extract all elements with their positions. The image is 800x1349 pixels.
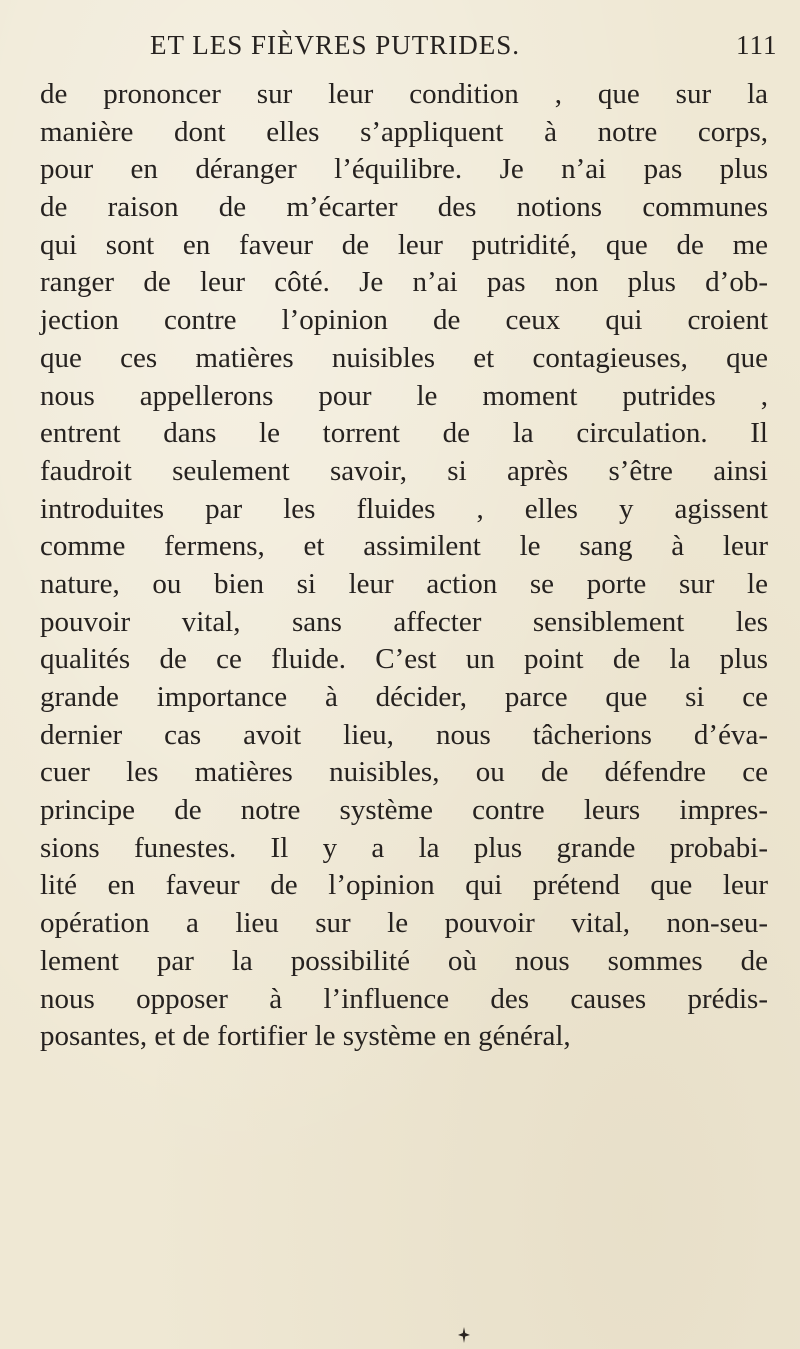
running-title: ET LES FIÈVRES PUTRIDES. bbox=[150, 30, 521, 60]
text-line: jection contre l’opinion de ceux qui croient bbox=[40, 304, 768, 337]
text-line: cuer les matières nuisibles, ou de défendre ce bbox=[40, 756, 768, 789]
text-line: nous appellerons pour le moment putrides , bbox=[40, 379, 768, 412]
text-line: pour en déranger l’équilibre. Je n’ai pas plus bbox=[40, 153, 768, 186]
text-line: manière dont elles s’appliquent à notre corps, bbox=[40, 115, 768, 148]
body-text bbox=[40, 76, 768, 1056]
text-line: de raison de m’écarter des notions communes bbox=[40, 191, 768, 224]
text-line: que ces matières nuisibles et contagieuses, que bbox=[40, 341, 768, 374]
text-line: comme fermens, et assimilent le sang à leur bbox=[40, 530, 768, 563]
text-line: opération a lieu sur le pouvoir vital, non-seu- bbox=[40, 907, 768, 940]
text-line: sions funestes. Il y a la plus grande probabi- bbox=[40, 831, 768, 864]
text-line: entrent dans le torrent de la circulation. Il bbox=[40, 417, 768, 450]
text-line: introduites par les fluides , elles y agissent bbox=[40, 492, 768, 525]
text-line: dernier cas avoit lieu, nous tâcherions d’éva- bbox=[40, 718, 768, 751]
page-number: 111 bbox=[736, 30, 778, 60]
text-line: lement par la possibilité où nous sommes de bbox=[40, 944, 768, 977]
printer-mark-icon bbox=[457, 1326, 471, 1344]
text-line: nature, ou bien si leur action se porte sur le bbox=[40, 567, 768, 600]
text-line: ranger de leur côté. Je n’ai pas non plus d’ob- bbox=[40, 266, 768, 299]
text-line: de prononcer sur leur condition , que sur la bbox=[40, 78, 768, 110]
text-line: lité en faveur de l’opinion qui prétend que leur bbox=[40, 869, 768, 902]
text-line: qualités de ce fluide. C’est un point de la plus bbox=[40, 643, 768, 676]
text-line: grande importance à décider, parce que si ce bbox=[40, 681, 768, 713]
text-line: qui sont en faveur de leur putridité, que de me bbox=[40, 228, 768, 261]
text-line: faudroit seulement savoir, si après s’être ainsi bbox=[40, 454, 768, 487]
text-line: posantes, et de fortifier le système en général, bbox=[40, 1020, 571, 1053]
text-line: principe de notre système contre leurs impres- bbox=[40, 794, 768, 827]
text-line: nous opposer à l’influence des causes prédis- bbox=[40, 982, 768, 1015]
running-head bbox=[150, 30, 790, 66]
text-line: pouvoir vital, sans affecter sensiblement les bbox=[40, 605, 768, 638]
